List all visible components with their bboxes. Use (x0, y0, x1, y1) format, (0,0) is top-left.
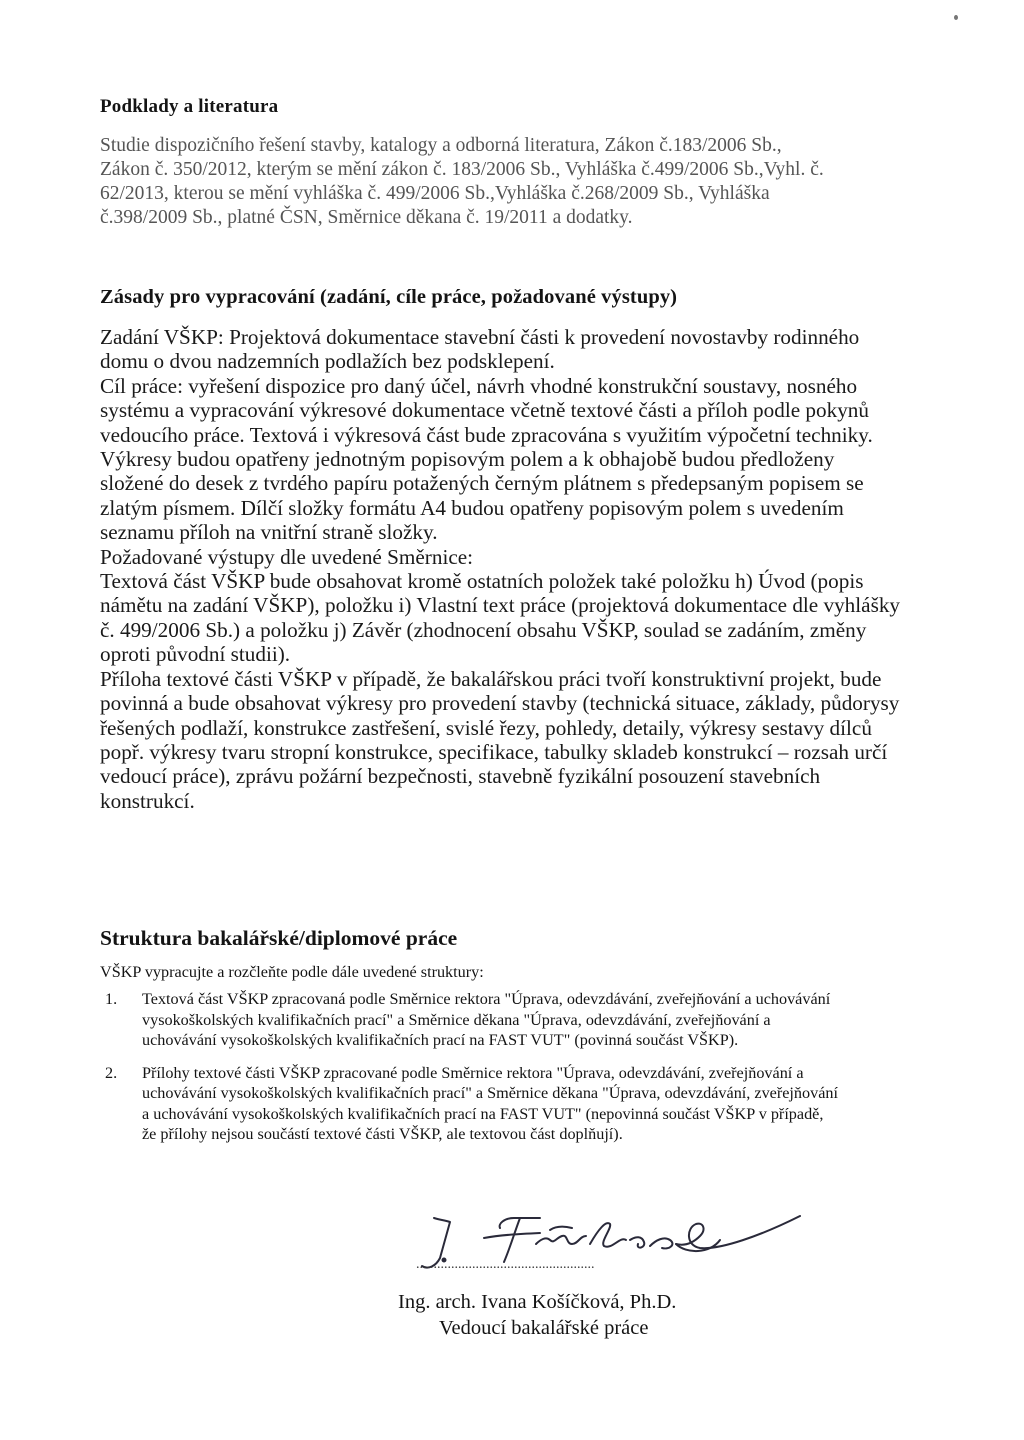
signature-line: ................................................... (416, 1257, 595, 1272)
list-item (100, 989, 1024, 1051)
zasady-line: konstrukcí. (100, 788, 195, 813)
struktura-intro: VŠKP vypracujte a rozčleňte podle dále uvedené struktury: (100, 963, 484, 981)
signatory-role: Vedoucí bakalářské práce (439, 1317, 649, 1339)
zasady-line: povinná a bude obsahovat výkresy pro provedení stavby (technická situace, základy, půdorysy (100, 691, 900, 716)
zasady-line: Příloha textové části VŠKP v případě, že bakalářskou práci tvoří konstruktivní projekt, bude (100, 666, 882, 691)
list-item-line: uchovávání vysokoškolských kvalifikačních prací na FAST VUT" (povinná součást VŠKP). (142, 1031, 739, 1049)
podklady-line: Zákon č. 350/2012, kterým se mění zákon č. 183/2006 Sb., Vyhláška č.499/2006 Sb.,Vyhl. č. (100, 159, 824, 180)
zasady-line: vedoucího práce. Textová i výkresová část bude zpracována s využitím výpočetní techniky. (100, 422, 873, 447)
list-item-number: 2. (105, 1063, 118, 1082)
scan-speck (954, 15, 958, 20)
zasady-line: oproti původní studii). (100, 642, 291, 667)
zasady-line: Zadání VŠKP: Projektová dokumentace stavební části k provedení novostavby rodinného (100, 325, 860, 349)
zasady-line: námětu na zadání VŠKP), položku i) Vlastní text práce (projektová dokumentace dle vyhlášky (100, 593, 901, 618)
zasady-line: popř. výkresy tvaru stropní konstrukce, specifikace, tabulky skladeb konstrukcí – rozsah určí (100, 739, 888, 764)
list-item-line: vysokoškolských kvalifikačních prací" a Směrnice děkana "Úprava, odevzdávání, zveřejňování a (142, 1010, 771, 1029)
zasady-line: Cíl práce: vyřešení dispozice pro daný účel, návrh vhodné konstrukční soustavy, nosného (100, 373, 858, 398)
zasady-line: Požadované výstupy dle uvedené Směrnice: (100, 544, 474, 569)
zasady-heading: Zásady pro vypracování (zadání, cíle práce, požadované výstupy) (100, 286, 678, 308)
podklady-line: 62/2013, kterou se mění vyhláška č. 499/2006 Sb.,Vyhláška č.268/2009 Sb., Vyhláška (100, 183, 770, 204)
zasady-body (100, 325, 1024, 813)
struktura-heading: Struktura bakalářské/diplomové práce (100, 926, 458, 950)
zasady-line: Výkresy budou opatřeny jednotným popisovým polem a k obhajobě budou předloženy (100, 447, 835, 472)
podklady-line: Studie dispozičního řešení stavby, katalogy a odborná literatura, Zákon č.183/2006 Sb., (100, 135, 782, 156)
list-item-line: že přílohy nejsou součástí textové části VŠKP, ale textovou část doplňují). (142, 1125, 623, 1143)
zasady-line: domu o dvou nadzemních podlažích bez podsklepení. (100, 349, 555, 374)
podklady-heading: Podklady a literatura (100, 96, 279, 117)
zasady-line: systému a vypracování výkresové dokumentace včetně textové části a příloh podle pokynů (100, 398, 869, 423)
zasady-line: zlatým písmem. Dílčí složky formátu A4 budou opatřeny popisovým polem s uvedením (100, 495, 844, 520)
list-item-line: a uchovávání vysokoškolských kvalifikačních prací na FAST VUT" (nepovinná součást VŠKP v případě, (142, 1104, 824, 1123)
struktura-list (100, 989, 1024, 1157)
zasady-line: vedoucí práce), zprávu požární bezpečnosti, stavebně fyzikální posouzení stavebních (100, 764, 821, 789)
list-item-line: Textová část VŠKP zpracovaná podle Směrnice rektora "Úprava, odevzdávání, zveřejňování a uchovávání (142, 990, 831, 1008)
signatory-name: Ing. arch. Ivana Košíčková, Ph.D. (398, 1291, 677, 1313)
zasady-line: č. 499/2006 Sb.) a položku j) Závěr (zhodnocení obsahu VŠKP, soulad se zadáním, změny (100, 617, 867, 642)
zasady-line: řešených podlaží, konstrukce zastřešení, svislé řezy, pohledy, detaily, výkresy sestavy dílců (100, 715, 872, 740)
zasady-line: Textová část VŠKP bude obsahovat kromě ostatních položek také položku h) Úvod (popis (100, 569, 864, 594)
podklady-line: č.398/2009 Sb., platné ČSN, Směrnice děkana č. 19/2011 a dodatky. (100, 207, 633, 228)
list-item (100, 1063, 1024, 1145)
zasady-line: složené do desek z tvrdého papíru potažených černým plátnem s předepsaným popisem se (100, 471, 864, 496)
list-item-line: Přílohy textové části VŠKP zpracované podle Směrnice rektora "Úprava, odevzdávání, zveřejňování a (142, 1063, 804, 1082)
list-item-number: 1. (105, 990, 118, 1008)
podklady-paragraph (100, 134, 960, 230)
zasady-line: seznamu příloh na vnitřní straně složky. (100, 520, 438, 545)
list-item-line: uchovávání vysokoškolských kvalifikačních prací" a Směrnice děkana "Úprava, odevzdávání, zveřejňování (142, 1084, 838, 1102)
